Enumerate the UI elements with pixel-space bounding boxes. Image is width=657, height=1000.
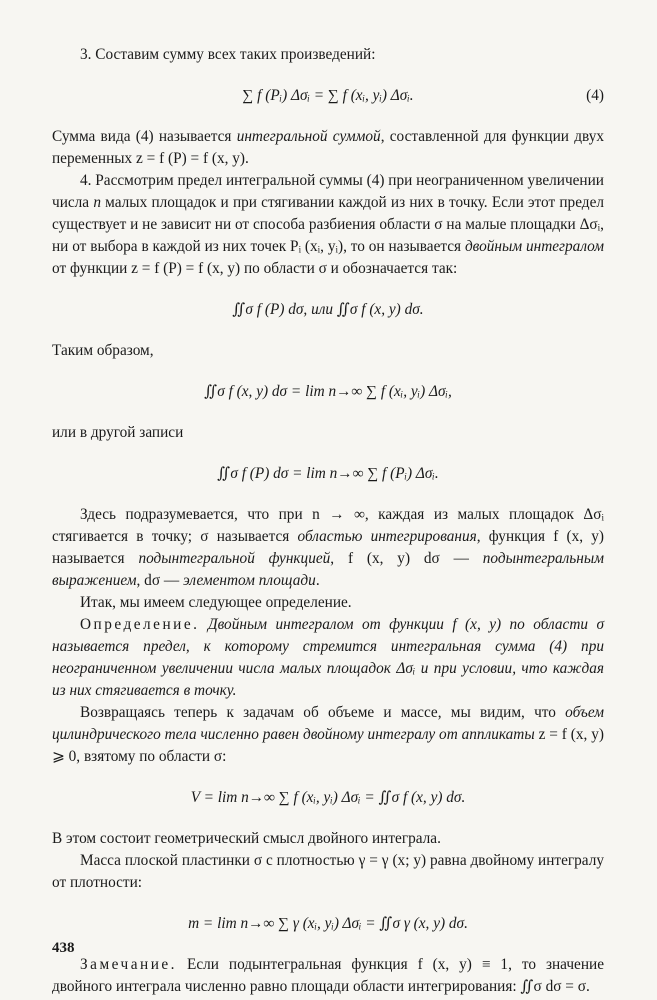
equation-limit-p	[52, 452, 604, 496]
formula: ∬σ f (x, y) dσ = lim n→∞ ∑ f (xᵢ, yᵢ) Δσᵢ,	[204, 383, 452, 400]
equation-number: (4)	[586, 87, 604, 104]
equation-limit-definition	[52, 370, 604, 414]
remark-text: Если подынтегральная функция f (x, y) ≡ 1, то значение двойного интеграла численно равно площади области интегрирования: ∬σ dσ = σ.	[52, 956, 604, 995]
term-double-integral: двойным интегралом	[464, 238, 605, 255]
remark	[52, 954, 604, 998]
equation-4	[52, 74, 604, 118]
definition	[52, 614, 604, 702]
text-span: малых площадок и при стягивании каждой из них в точку. Если этот предел существует и не зависит ни от способа разбиения области σ на малые площадки Δσᵢ, ни от выбора в каждой из них точек Pᵢ (xᵢ, yᵢ), то он называется	[52, 194, 605, 255]
page-number: 438	[52, 940, 75, 956]
text-span: Здесь подразумевается, что при n → ∞, каждая из малых площадок Δσᵢ стягивается в точку; σ называется	[52, 506, 604, 545]
paragraph-mass: Масса плоской пластинки σ с плотностью γ = γ (x; y) равна двойному интегралу от плотности:	[52, 852, 604, 891]
text-span: Возвращаясь теперь к задачам об объеме и массе, мы видим, что	[80, 704, 566, 721]
item-4	[52, 170, 604, 280]
term-volume: объем цилиндрического тела численно равен двойному интегралу от аппликаты	[52, 704, 604, 743]
term-integrand-expression: подынтегральным выражением	[52, 550, 604, 589]
paragraph-so: Итак, мы имеем следующее определение.	[80, 594, 352, 611]
text-span: , dσ —	[136, 572, 184, 589]
term-integral-sum: интегральной суммой	[236, 128, 381, 145]
text-span: , f (x, y) dσ —	[330, 550, 483, 567]
text-span: , функция f (x, y) называется	[52, 528, 605, 567]
definition-text: Двойным интегралом от функции f (x, y) по области σ называется предел, к которому стремится интегральная сумма (4) при неограниченном увеличении числа малых площадок Δσᵢ и при условии, что каждая из них стягивается в точку.	[52, 616, 604, 699]
formula: m = lim n→∞ ∑ γ (xᵢ, yᵢ) Δσᵢ = ∬σ γ (x, y) dσ.	[188, 915, 468, 932]
paragraph-volume	[52, 702, 604, 768]
formula: V = lim n→∞ ∑ f (xᵢ, yᵢ) Δσᵢ = ∬σ f (x, y) dσ.	[190, 789, 466, 806]
text-span: .	[315, 572, 320, 589]
text-span: Сумма вида (4) называется	[52, 128, 237, 145]
remark-label: Замечание.	[80, 956, 178, 973]
formula: ∬σ f (P) dσ, или ∬σ f (x, y) dσ.	[232, 301, 424, 318]
item-3: 3. Составим сумму всех таких произведений:	[80, 46, 376, 63]
text-span: от функции z = f (P) = f (x, y) по области σ и обозначается так:	[52, 260, 458, 277]
variable-n: n	[93, 194, 101, 211]
equation-volume	[52, 776, 604, 820]
paragraph-geometric-meaning: В этом состоит геометрический смысл двойного интеграла.	[52, 830, 441, 847]
text-span: , составленной для функции двух переменных z = f (P) = f (x, y).	[52, 128, 604, 167]
paragraph-thus: Таким образом,	[52, 342, 154, 359]
formula: ∬σ f (P) dσ = lim n→∞ ∑ f (Pᵢ) Δσᵢ.	[217, 465, 439, 482]
text-span: z = f (x, y) ⩾ 0, взятому по области σ:	[52, 726, 604, 765]
definition-label: Определение.	[80, 616, 200, 633]
term-area-element: элементом площади	[183, 572, 316, 589]
paragraph-integral-sum	[52, 126, 604, 170]
page-content	[52, 44, 604, 998]
equation-double-integral-notation	[52, 288, 604, 332]
text-span: 4. Рассмотрим предел интегральной суммы (4) при неограниченном увеличении числа	[52, 172, 604, 211]
term-integrand: подынтегральной функцией	[138, 550, 331, 567]
equation-mass	[52, 902, 604, 946]
equation-4-formula: ∑ f (Pᵢ) Δσᵢ = ∑ f (xᵢ, yᵢ) Δσᵢ.	[242, 87, 414, 104]
paragraph-terms	[52, 504, 604, 592]
term-integration-region: областью интегрирования	[297, 528, 477, 545]
paragraph-other-notation: или в другой записи	[52, 424, 184, 441]
